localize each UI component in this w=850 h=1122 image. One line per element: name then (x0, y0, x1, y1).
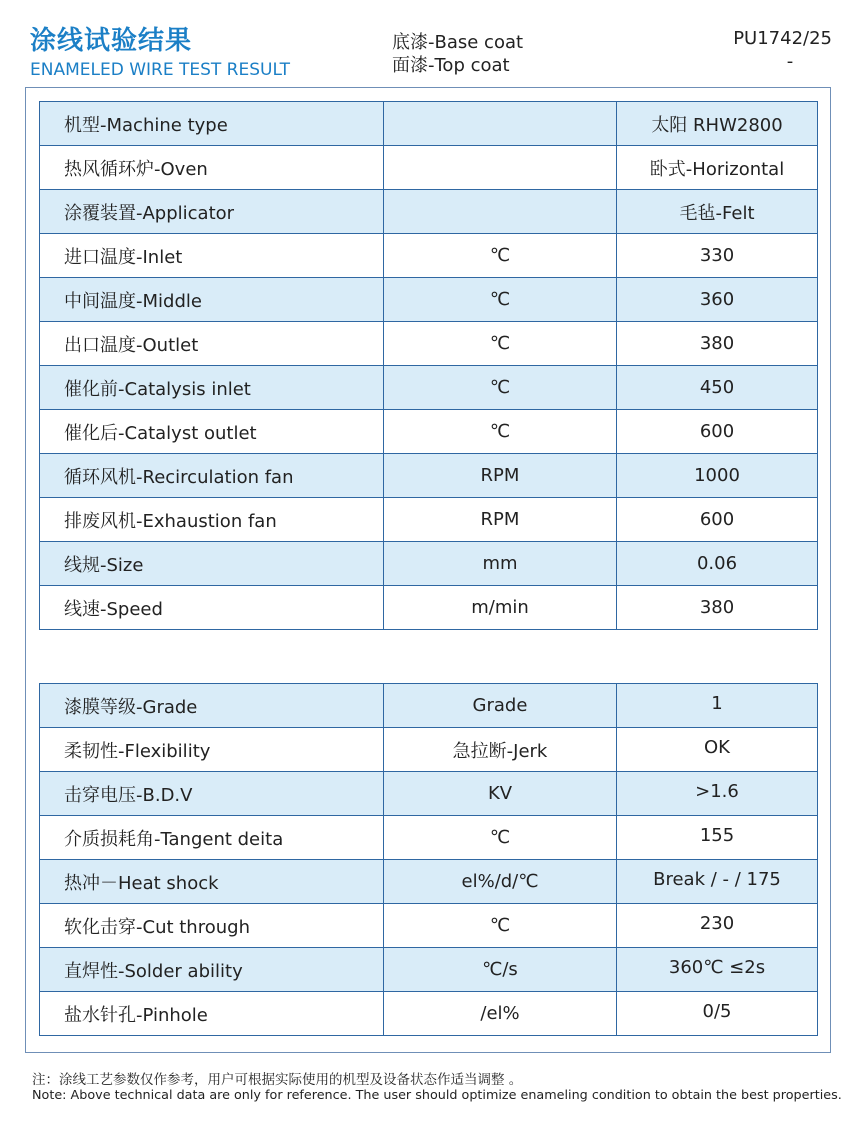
table-row (40, 948, 818, 992)
unit-cell: 急拉断-Jerk (384, 728, 617, 772)
base-coat-label: 底漆-Base coat (392, 32, 524, 53)
parameter-name-cell: 漆膜等级-Grade (40, 684, 384, 728)
unit-cell: RPM (384, 498, 617, 542)
process-parameters-table (39, 101, 818, 630)
table-row (40, 772, 818, 816)
top-coat-code: - (786, 51, 794, 72)
value-cell: 毛毡-Felt (617, 190, 818, 234)
value-cell: 360℃ ≤2s (617, 948, 818, 992)
parameter-name-cell: 介质损耗角-Tangent deita (40, 816, 384, 860)
table-row (40, 278, 818, 322)
table-row (40, 102, 818, 146)
parameter-name-cell: 催化前-Catalysis inlet (40, 366, 384, 410)
parameter-name-cell: 循环风机-Recirculation fan (40, 454, 384, 498)
unit-cell: ℃ (384, 234, 617, 278)
unit-cell: ℃ (384, 322, 617, 366)
table-row (40, 542, 818, 586)
parameter-name-cell: 盐水针孔-Pinhole (40, 992, 384, 1036)
unit-cell: ℃ (384, 366, 617, 410)
unit-cell: el%/d/℃ (384, 860, 617, 904)
parameter-name-cell: 热冲－Heat shock (40, 860, 384, 904)
unit-cell: Grade (384, 684, 617, 728)
value-cell: 太阳 RHW2800 (617, 102, 818, 146)
parameter-name-cell: 催化后-Catalyst outlet (40, 410, 384, 454)
page-subtitle: ENAMELED WIRE TEST RESULT (30, 60, 290, 80)
unit-cell: ℃ (384, 278, 617, 322)
value-cell: 1 (617, 684, 818, 728)
parameter-name-cell: 出口温度-Outlet (40, 322, 384, 366)
unit-cell: ℃ (384, 410, 617, 454)
parameter-name-cell: 中间温度-Middle (40, 278, 384, 322)
parameter-name-cell: 击穿电压-B.D.V (40, 772, 384, 816)
unit-cell (384, 102, 617, 146)
parameter-name-cell: 直焊性-Solder ability (40, 948, 384, 992)
table-row (40, 454, 818, 498)
value-cell: 600 (617, 498, 818, 542)
top-coat-label: 面漆-Top coat (392, 55, 510, 76)
parameter-name-cell: 排废风机-Exhaustion fan (40, 498, 384, 542)
parameter-name-cell: 线速-Speed (40, 586, 384, 630)
parameter-name-cell: 进口温度-Inlet (40, 234, 384, 278)
table-row (40, 992, 818, 1036)
value-cell: OK (617, 728, 818, 772)
parameter-name-cell: 线规-Size (40, 542, 384, 586)
parameter-name-cell: 软化击穿-Cut through (40, 904, 384, 948)
unit-cell: /el% (384, 992, 617, 1036)
table-row (40, 366, 818, 410)
value-cell: 0/5 (617, 992, 818, 1036)
table-row (40, 190, 818, 234)
note-chinese: 注：涂线工艺参数仅作参考，用户可根据实际使用的机型及设备状态作适当调整 。 (32, 1072, 523, 1088)
table-row (40, 904, 818, 948)
value-cell: 1000 (617, 454, 818, 498)
base-coat-code: PU1742/25 (733, 28, 832, 49)
table-row (40, 234, 818, 278)
value-cell: 380 (617, 586, 818, 630)
table-row (40, 728, 818, 772)
table-row (40, 816, 818, 860)
parameter-name-cell: 柔韧性-Flexibility (40, 728, 384, 772)
value-cell: 155 (617, 816, 818, 860)
test-results-table (39, 683, 818, 1036)
process-parameters-body (40, 102, 818, 630)
value-cell: Break / - / 175 (617, 860, 818, 904)
value-cell: 卧式-Horizontal (617, 146, 818, 190)
value-cell: 450 (617, 366, 818, 410)
parameter-name-cell: 热风循环炉-Oven (40, 146, 384, 190)
table-row (40, 498, 818, 542)
value-cell: 360 (617, 278, 818, 322)
unit-cell (384, 190, 617, 234)
unit-cell: ℃ (384, 904, 617, 948)
value-cell: 380 (617, 322, 818, 366)
unit-cell: KV (384, 772, 617, 816)
value-cell: 330 (617, 234, 818, 278)
test-results-body (40, 684, 818, 1036)
table-row (40, 410, 818, 454)
value-cell: 0.06 (617, 542, 818, 586)
note-english: Note: Above technical data are only for reference. The user should optimize enameling condition to obtain the best properties. (32, 1088, 842, 1103)
parameter-name-cell: 机型-Machine type (40, 102, 384, 146)
unit-cell: m/min (384, 586, 617, 630)
value-cell: 230 (617, 904, 818, 948)
page-title: 涂线试验结果 (30, 26, 193, 56)
table-row (40, 322, 818, 366)
unit-cell (384, 146, 617, 190)
table-row (40, 146, 818, 190)
parameter-name-cell: 涂覆装置-Applicator (40, 190, 384, 234)
table-row (40, 684, 818, 728)
unit-cell: RPM (384, 454, 617, 498)
table-row (40, 860, 818, 904)
value-cell: >1.6 (617, 772, 818, 816)
unit-cell: mm (384, 542, 617, 586)
unit-cell: ℃/s (384, 948, 617, 992)
unit-cell: ℃ (384, 816, 617, 860)
table-row (40, 586, 818, 630)
value-cell: 600 (617, 410, 818, 454)
